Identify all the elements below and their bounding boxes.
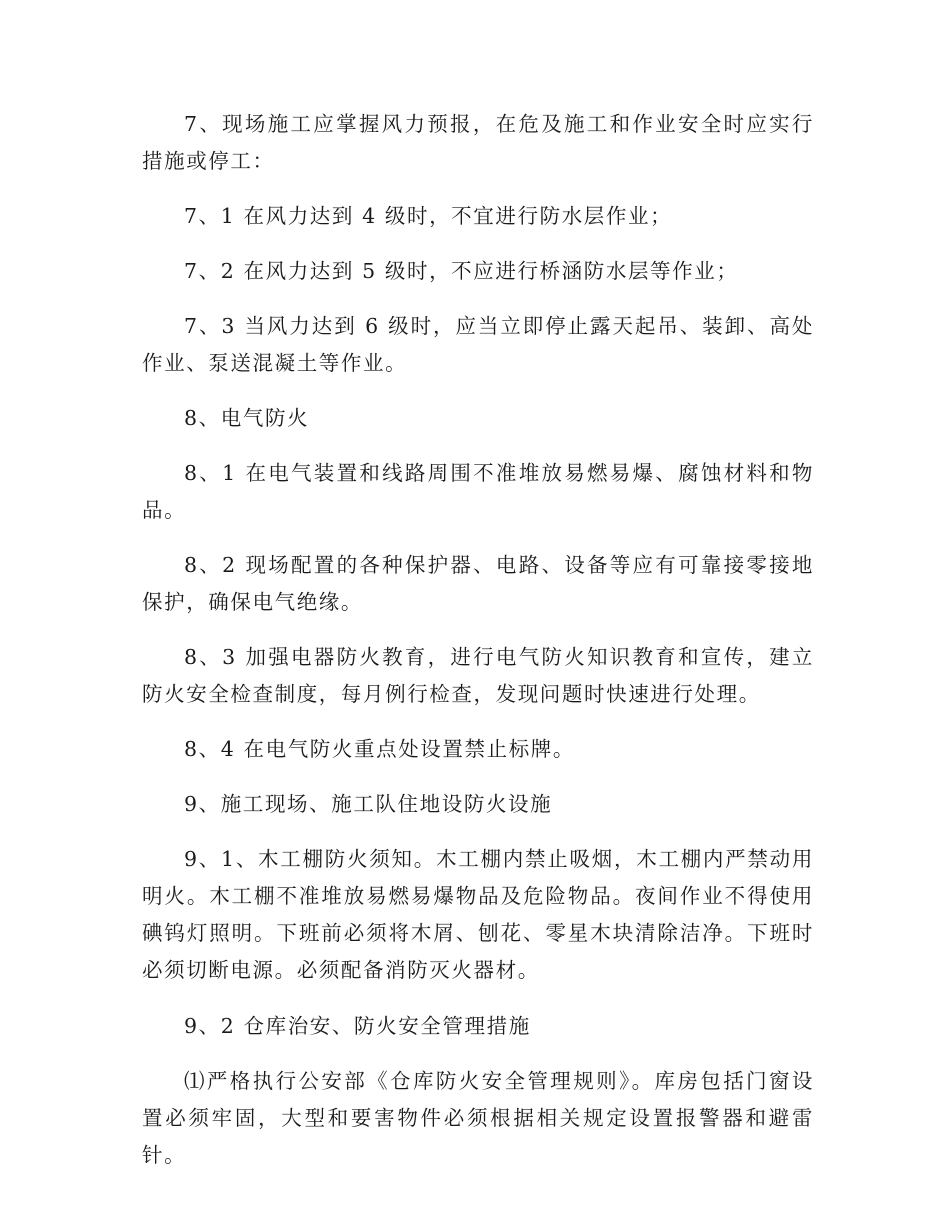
section-heading-8: 8、电气防火 bbox=[184, 406, 310, 430]
paragraph-7-2: 7、2 在风力达到 5 级时，不应进行桥涵防水层等作业； bbox=[184, 259, 739, 283]
paragraph-8-4: 8、4 在电气防火重点处设置禁止标牌。 bbox=[184, 737, 576, 761]
paragraph-7-1: 7、1 在风力达到 4 级时，不宜进行防水层作业； bbox=[184, 204, 673, 228]
paragraph-9-2: 9、2 仓库治安、防火安全管理措施 bbox=[184, 1014, 531, 1038]
paragraph-7: 7、现场施工应掌握风力预报，在危及施工和作业安全时应实行措施或停工： bbox=[142, 112, 814, 173]
paragraph-8-2: 8、2 现场配置的各种保护器、电路、设备等应有可靠接零接地保护，确保电气绝缘。 bbox=[142, 553, 814, 614]
paragraph-9-2-item-1: ⑴严格执行公安部《仓库防火安全管理规则》。库房包括门窗设置必须牢固，大型和要害物件必须根据相关规定设置报警器和避雷针。 bbox=[142, 1069, 814, 1167]
paragraph-8-3: 8、3 加强电器防火教育，进行电气防火知识教育和宣传，建立防火安全检查制度，每月例行检查，发现问题时快速进行处理。 bbox=[142, 645, 814, 706]
paragraph-8-1: 8、1 在电气装置和线路周围不准堆放易燃易爆、腐蚀材料和物品。 bbox=[142, 461, 814, 522]
paragraph-9-1: 9、1、木工棚防火须知。木工棚内禁止吸烟，木工棚内严禁动用明火。木工棚不准堆放易燃易爆物品及危险物品。夜间作业不得使用碘钨灯照明。下班前必须将木屑、刨花、零星木块清除洁净。下班时必须切断电源。必须配备消防灭火器材。 bbox=[142, 847, 814, 982]
section-heading-9: 9、施工现场、施工队住地设防火设施 bbox=[184, 792, 553, 816]
document-body bbox=[142, 106, 814, 1192]
paragraph-7-3: 7、3 当风力达到 6 级时，应当立即停止露天起吊、装卸、高处作业、泵送混凝土等作业。 bbox=[142, 314, 814, 375]
